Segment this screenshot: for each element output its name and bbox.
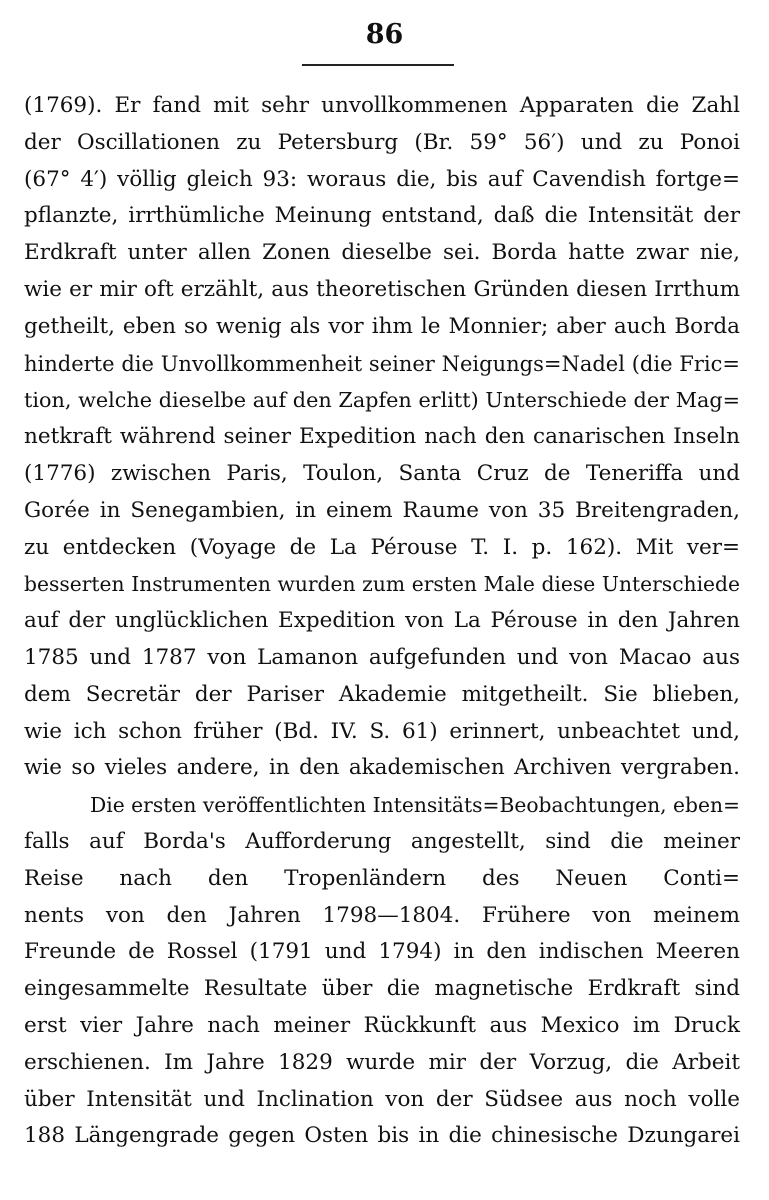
text-line: wie so vieles andere, in den akademischen Archiven vergraben.	[24, 755, 740, 781]
text-line: besserten Instrumenten wurden zum ersten Male diese Unterschiede	[24, 572, 740, 597]
text-line: Erdkraft unter allen Zonen dieselbe sei. Borda hatte zwar nie,	[24, 240, 740, 266]
text-line: Reise nach den Tropenländern des Neuen Conti=	[24, 865, 740, 891]
text-line: eingesammelte Resultate über die magnetische Erdkraft sind	[24, 976, 740, 1002]
page-number: 86	[365, 19, 404, 50]
text-line: tion, welche dieselbe auf den Zapfen erlitt) Unterschiede der Mag=	[24, 388, 740, 413]
text-line: getheilt, eben so wenig als vor ihm le Monnier; aber auch Borda	[24, 313, 740, 339]
text-line: Freunde de Rossel (1791 und 1794) in den indischen Meeren	[24, 939, 740, 965]
text-line: netkraft während seiner Expedition nach den canarischen Inseln	[24, 424, 740, 450]
text-line: 1785 und 1787 von Lamanon aufgefunden und von Macao aus	[24, 645, 740, 670]
header-rule	[302, 64, 454, 66]
text-line: der Oscillationen zu Petersburg (Br. 59° 56′) und zu Ponoi	[24, 129, 740, 155]
text-line: pflanzte, irrthümliche Meinung entstand, daß die Intensität der	[24, 203, 740, 229]
text-line: hinderte die Unvollkommenheit seiner Neigungs=Nadel (die Fric=	[24, 351, 740, 376]
text-line: zu entdecken (Voyage de La Pérouse T. I. p. 162). Mit ver=	[24, 534, 740, 560]
text-line: dem Secretär der Pariser Akademie mitgetheilt. Sie blieben,	[24, 681, 740, 707]
text-line: (1776) zwischen Paris, Toulon, Santa Cruz de Teneriffa und	[24, 461, 740, 486]
text-line: nents von den Jahren 1798—1804. Frühere von meinem	[24, 902, 740, 928]
text-line: erst vier Jahre nach meiner Rückkunft aus Mexico im Druck	[24, 1013, 740, 1038]
text-line: 188 Längengrade gegen Osten bis in die chinesische Dzungarei	[24, 1123, 740, 1149]
text-line: wie ich schon früher (Bd. IV. S. 61) erinnert, unbeachtet und,	[24, 718, 740, 744]
text-line: (1769). Er fand mit sehr unvollkommenen Apparaten die Zahl	[24, 93, 740, 118]
text-line: über Intensität und Inclination von der Südsee aus noch volle	[24, 1086, 740, 1112]
text-line: erschienen. Im Jahre 1829 wurde mir der Vorzug, die Arbeit	[24, 1049, 740, 1075]
text-line: auf der unglücklichen Expedition von La Pérouse in den Jahren	[24, 608, 740, 634]
text-line: (67° 4′) völlig gleich 93: woraus die, bis auf Cavendish fortge=	[24, 166, 740, 192]
paragraph-first-line: Die ersten veröffentlichten Intensitäts=Beobachtungen, eben=	[90, 793, 740, 818]
text-line: Gorée in Senegambien, in einem Raume von 35 Breitengraden,	[24, 497, 740, 523]
text-line: wie er mir oft erzählt, aus theoretischen Gründen diesen Irrthum	[24, 277, 740, 302]
text-line: falls auf Borda's Aufforderung angestellt, sind die meiner	[24, 829, 740, 854]
